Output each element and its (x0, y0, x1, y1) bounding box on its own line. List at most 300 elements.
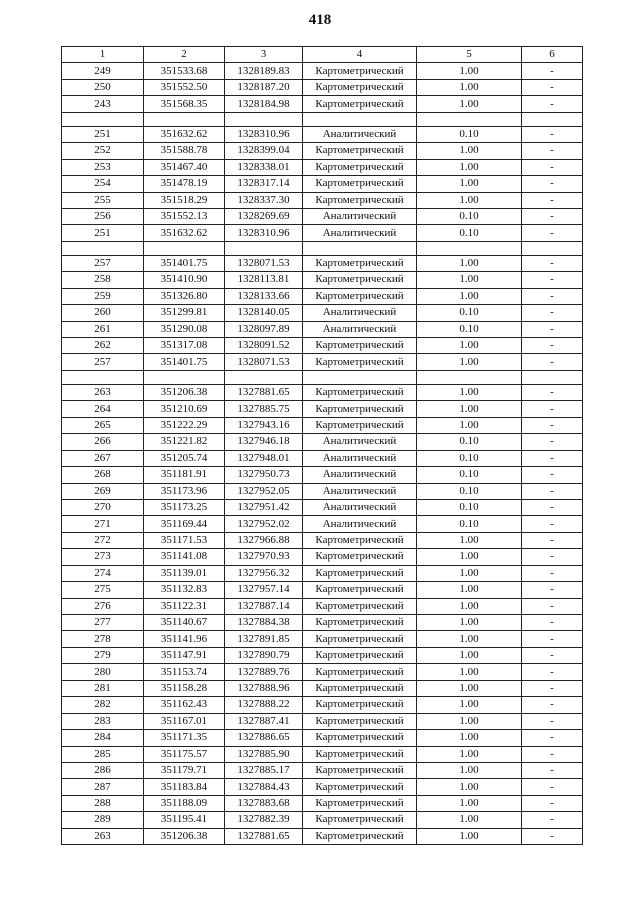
table-cell: Картометрический (303, 79, 417, 95)
table-cell: 278 (62, 631, 144, 647)
table-cell: 282 (62, 697, 144, 713)
table-header-row (62, 47, 583, 63)
column-header: 6 (522, 47, 583, 63)
table-cell: 351183.84 (144, 779, 225, 795)
table-cell: 0.10 (417, 321, 522, 337)
table-cell: 1328310.96 (225, 126, 303, 142)
table-cell: 1327888.96 (225, 680, 303, 696)
table-cell: - (522, 730, 583, 746)
table-row (62, 354, 583, 370)
table-cell: 261 (62, 321, 144, 337)
table-cell: 351552.13 (144, 208, 225, 224)
table-cell: 351401.75 (144, 354, 225, 370)
table-cell: 1.00 (417, 272, 522, 288)
table-cell: - (522, 143, 583, 159)
table-cell: 1.00 (417, 79, 522, 95)
table-cell: 351533.68 (144, 63, 225, 79)
table-cell: Картометрический (303, 582, 417, 598)
table-cell (144, 241, 225, 255)
table-cell: Картометрический (303, 401, 417, 417)
table-cell: 263 (62, 384, 144, 400)
table-cell: - (522, 812, 583, 828)
table-cell: - (522, 516, 583, 532)
table-cell: - (522, 647, 583, 663)
table-cell: 262 (62, 338, 144, 354)
table-cell: 264 (62, 401, 144, 417)
table-cell: 1328337.30 (225, 192, 303, 208)
table-cell: - (522, 467, 583, 483)
table-cell: 1328269.69 (225, 208, 303, 224)
table-cell: 265 (62, 417, 144, 433)
table-cell: 351568.35 (144, 96, 225, 112)
coordinates-table (61, 46, 583, 845)
table-cell: Картометрический (303, 96, 417, 112)
table-cell: 1.00 (417, 549, 522, 565)
table-cell: 286 (62, 762, 144, 778)
table-cell: - (522, 499, 583, 515)
table-cell: - (522, 795, 583, 811)
table-row (62, 697, 583, 713)
table-cell: - (522, 450, 583, 466)
table-cell (144, 370, 225, 384)
table-cell: 1327881.65 (225, 828, 303, 844)
table-cell: 1.00 (417, 680, 522, 696)
table-cell: Аналитический (303, 321, 417, 337)
table-row (62, 401, 583, 417)
table-cell: 351588.78 (144, 143, 225, 159)
table-cell: 1328317.14 (225, 176, 303, 192)
table-cell: - (522, 598, 583, 614)
table-cell: 1327951.42 (225, 499, 303, 515)
table-cell: 1327881.65 (225, 384, 303, 400)
table-cell: - (522, 697, 583, 713)
table-row (62, 779, 583, 795)
table-row (62, 812, 583, 828)
table-cell: - (522, 582, 583, 598)
table-cell: Картометрический (303, 664, 417, 680)
table-cell: - (522, 321, 583, 337)
table-cell: - (522, 208, 583, 224)
table-cell: 1.00 (417, 384, 522, 400)
table-cell: 1.00 (417, 176, 522, 192)
table-cell (62, 241, 144, 255)
column-header: 5 (417, 47, 522, 63)
table-cell: Картометрический (303, 795, 417, 811)
table-cell: Картометрический (303, 730, 417, 746)
table-cell: - (522, 255, 583, 271)
table-cell: 269 (62, 483, 144, 499)
table-row (62, 598, 583, 614)
table-row (62, 321, 583, 337)
table-cell: 272 (62, 532, 144, 548)
table-cell: 266 (62, 434, 144, 450)
table-row (62, 417, 583, 433)
table-cell: 1327952.02 (225, 516, 303, 532)
table-row (62, 762, 583, 778)
table-cell: 1328187.20 (225, 79, 303, 95)
table-cell (62, 370, 144, 384)
table-cell: 351167.01 (144, 713, 225, 729)
table-cell: 1327891.85 (225, 631, 303, 647)
table-cell: 1328140.05 (225, 305, 303, 321)
table-cell (144, 112, 225, 126)
table-cell: - (522, 713, 583, 729)
table-cell: 1.00 (417, 762, 522, 778)
table-cell: 277 (62, 615, 144, 631)
table-cell (417, 112, 522, 126)
table-cell: 351181.91 (144, 467, 225, 483)
table-cell: 280 (62, 664, 144, 680)
table-cell: Картометрический (303, 565, 417, 581)
table-cell: 1.00 (417, 647, 522, 663)
table-cell: 1328071.53 (225, 354, 303, 370)
table-cell: 351299.81 (144, 305, 225, 321)
table-row (62, 208, 583, 224)
table-row (62, 730, 583, 746)
page-number: 418 (308, 12, 332, 28)
table-cell: Картометрический (303, 812, 417, 828)
table-cell: 276 (62, 598, 144, 614)
table-cell: 351141.08 (144, 549, 225, 565)
table-cell: 257 (62, 255, 144, 271)
table-cell: 252 (62, 143, 144, 159)
table-row (62, 143, 583, 159)
table-cell: 0.10 (417, 434, 522, 450)
table-cell (303, 112, 417, 126)
table-separator-row (62, 370, 583, 384)
table-cell: 1328071.53 (225, 255, 303, 271)
table-row (62, 499, 583, 515)
table-cell: 0.10 (417, 450, 522, 466)
table-row (62, 288, 583, 304)
table-cell: Картометрический (303, 631, 417, 647)
table-cell: 0.10 (417, 305, 522, 321)
table-cell: 289 (62, 812, 144, 828)
table-cell: 1328097.89 (225, 321, 303, 337)
table-cell: Картометрический (303, 647, 417, 663)
table-cell (225, 112, 303, 126)
table-cell: - (522, 176, 583, 192)
table-cell: - (522, 828, 583, 844)
table-separator-row (62, 112, 583, 126)
table-cell: 1.00 (417, 746, 522, 762)
table-cell: Картометрический (303, 532, 417, 548)
table-cell: 0.10 (417, 208, 522, 224)
table-cell: Картометрический (303, 598, 417, 614)
table-cell: 351290.08 (144, 321, 225, 337)
table-cell: 1327885.90 (225, 746, 303, 762)
table-cell: 351140.67 (144, 615, 225, 631)
table-cell: - (522, 63, 583, 79)
table-cell: 351147.91 (144, 647, 225, 663)
table-cell: Аналитический (303, 516, 417, 532)
table-cell: 275 (62, 582, 144, 598)
table-cell: 351173.96 (144, 483, 225, 499)
table-cell (522, 112, 583, 126)
table-cell (225, 370, 303, 384)
table-cell: Аналитический (303, 434, 417, 450)
table-cell: - (522, 126, 583, 142)
table-cell: 351153.74 (144, 664, 225, 680)
table-cell: Аналитический (303, 499, 417, 515)
table-cell: 258 (62, 272, 144, 288)
table-cell: Картометрический (303, 159, 417, 175)
table-cell: Аналитический (303, 467, 417, 483)
table-cell: 267 (62, 450, 144, 466)
table-row (62, 795, 583, 811)
table-row (62, 582, 583, 598)
table-cell (303, 370, 417, 384)
table-cell: 1.00 (417, 417, 522, 433)
table-cell: 251 (62, 225, 144, 241)
table-cell: 1327883.68 (225, 795, 303, 811)
table-cell: 1.00 (417, 159, 522, 175)
table-cell: 257 (62, 354, 144, 370)
table-cell: Картометрический (303, 746, 417, 762)
column-header: 3 (225, 47, 303, 63)
table-cell: Картометрический (303, 680, 417, 696)
table-cell: - (522, 417, 583, 433)
table-cell: 351478.19 (144, 176, 225, 192)
table-cell: Картометрический (303, 417, 417, 433)
table-cell: 1.00 (417, 697, 522, 713)
table-cell: 1327956.32 (225, 565, 303, 581)
table-cell: 1.00 (417, 288, 522, 304)
table-cell: 351139.01 (144, 565, 225, 581)
table-row (62, 713, 583, 729)
table-cell: 1327952.05 (225, 483, 303, 499)
table-cell: - (522, 305, 583, 321)
table-cell: - (522, 159, 583, 175)
table-cell: - (522, 434, 583, 450)
table-cell (417, 370, 522, 384)
table-cell: 1328189.83 (225, 63, 303, 79)
table-cell: 351326.80 (144, 288, 225, 304)
table-cell: 1327889.76 (225, 664, 303, 680)
table-row (62, 664, 583, 680)
table-cell: Аналитический (303, 208, 417, 224)
table-cell: 351141.96 (144, 631, 225, 647)
table-cell: - (522, 354, 583, 370)
table-cell: Аналитический (303, 126, 417, 142)
table-cell: - (522, 79, 583, 95)
table-cell: 1327886.65 (225, 730, 303, 746)
table-cell: 351206.38 (144, 828, 225, 844)
table-cell: Аналитический (303, 225, 417, 241)
table-cell: 351162.43 (144, 697, 225, 713)
table-cell: Картометрический (303, 828, 417, 844)
table-cell: 249 (62, 63, 144, 79)
table-cell (303, 241, 417, 255)
table-cell: - (522, 192, 583, 208)
table-cell: Картометрический (303, 338, 417, 354)
table-cell: - (522, 779, 583, 795)
column-header: 4 (303, 47, 417, 63)
table-cell: 1.00 (417, 338, 522, 354)
table-cell: Картометрический (303, 384, 417, 400)
table-row (62, 434, 583, 450)
table-cell: 351175.57 (144, 746, 225, 762)
table-cell: 285 (62, 746, 144, 762)
table-cell: 1328338.01 (225, 159, 303, 175)
table-cell: 1327885.17 (225, 762, 303, 778)
table-cell: 1.00 (417, 143, 522, 159)
table-cell: - (522, 96, 583, 112)
table-cell: Картометрический (303, 713, 417, 729)
table-cell: 351632.62 (144, 225, 225, 241)
table-cell: 351221.82 (144, 434, 225, 450)
table-cell: 1.00 (417, 828, 522, 844)
table-cell: Картометрический (303, 176, 417, 192)
table-cell: 0.10 (417, 467, 522, 483)
table-row (62, 549, 583, 565)
table-cell: - (522, 384, 583, 400)
table-row (62, 828, 583, 844)
table-cell: 351410.90 (144, 272, 225, 288)
table-cell: Аналитический (303, 483, 417, 499)
table-cell: 251 (62, 126, 144, 142)
table-cell: 351169.44 (144, 516, 225, 532)
table-row (62, 450, 583, 466)
table-cell: 1.00 (417, 401, 522, 417)
table-cell: - (522, 483, 583, 499)
table-cell: 1.00 (417, 664, 522, 680)
table-cell: 1.00 (417, 532, 522, 548)
column-header: 1 (62, 47, 144, 63)
table-cell: 1327887.41 (225, 713, 303, 729)
table-cell: Картометрический (303, 272, 417, 288)
table-cell: 1327957.14 (225, 582, 303, 598)
table-cell (417, 241, 522, 255)
table-cell: 279 (62, 647, 144, 663)
table-cell: 1327966.88 (225, 532, 303, 548)
table-cell: 1.00 (417, 631, 522, 647)
table-cell: - (522, 664, 583, 680)
table-cell: 351188.09 (144, 795, 225, 811)
table-cell: - (522, 225, 583, 241)
table-row (62, 631, 583, 647)
table-cell: - (522, 549, 583, 565)
table-row (62, 467, 583, 483)
table-cell: 1.00 (417, 812, 522, 828)
table-cell: 0.10 (417, 483, 522, 499)
table-cell: Картометрический (303, 354, 417, 370)
table-cell: 351401.75 (144, 255, 225, 271)
table-cell: 351206.38 (144, 384, 225, 400)
table-cell: 351222.29 (144, 417, 225, 433)
table-cell: 1328091.52 (225, 338, 303, 354)
table-cell: - (522, 401, 583, 417)
table-cell: 351122.31 (144, 598, 225, 614)
column-header: 2 (144, 47, 225, 63)
table-cell: - (522, 615, 583, 631)
table-cell: 1.00 (417, 354, 522, 370)
table-cell: 351317.08 (144, 338, 225, 354)
table-row (62, 680, 583, 696)
table-cell: 1327948.01 (225, 450, 303, 466)
table-cell: 1.00 (417, 713, 522, 729)
table-cell: 351173.25 (144, 499, 225, 515)
table-cell: 351132.83 (144, 582, 225, 598)
table-cell: 351210.69 (144, 401, 225, 417)
table-cell: 351179.71 (144, 762, 225, 778)
table-separator-row (62, 241, 583, 255)
table-cell: 288 (62, 795, 144, 811)
table-cell: 1.00 (417, 730, 522, 746)
table-row (62, 126, 583, 142)
table-cell: - (522, 288, 583, 304)
table-row (62, 483, 583, 499)
table-row (62, 647, 583, 663)
table-cell: 1.00 (417, 565, 522, 581)
table-cell: 271 (62, 516, 144, 532)
table-cell: 1.00 (417, 779, 522, 795)
table-row (62, 746, 583, 762)
table-row (62, 192, 583, 208)
table-cell: - (522, 746, 583, 762)
table-cell: - (522, 532, 583, 548)
table-cell: 351171.53 (144, 532, 225, 548)
table-cell: 283 (62, 713, 144, 729)
table-cell: 1328399.04 (225, 143, 303, 159)
table-cell: Картометрический (303, 779, 417, 795)
table-row (62, 79, 583, 95)
table-cell: 1.00 (417, 63, 522, 79)
table-cell: Картометрический (303, 288, 417, 304)
table-row (62, 338, 583, 354)
table-cell: 0.10 (417, 499, 522, 515)
table-cell: 253 (62, 159, 144, 175)
table-cell: 284 (62, 730, 144, 746)
table-cell: - (522, 631, 583, 647)
table-cell: Аналитический (303, 450, 417, 466)
table-cell: Картометрический (303, 549, 417, 565)
table-cell: 1327882.39 (225, 812, 303, 828)
table-cell: - (522, 762, 583, 778)
table-cell: 1327946.18 (225, 434, 303, 450)
table-cell: - (522, 565, 583, 581)
table-cell: 351467.40 (144, 159, 225, 175)
table-cell: 268 (62, 467, 144, 483)
table-cell: 351171.35 (144, 730, 225, 746)
table-cell: 1327950.73 (225, 467, 303, 483)
table-cell: 351158.28 (144, 680, 225, 696)
table-cell: 273 (62, 549, 144, 565)
table-cell: 1327884.38 (225, 615, 303, 631)
table-cell: Картометрический (303, 255, 417, 271)
table-cell: 1.00 (417, 192, 522, 208)
table-cell: 1327888.22 (225, 697, 303, 713)
table-row (62, 565, 583, 581)
table-cell (62, 112, 144, 126)
table-cell: - (522, 338, 583, 354)
table-row (62, 615, 583, 631)
table-cell: 250 (62, 79, 144, 95)
table-cell: 260 (62, 305, 144, 321)
table-row (62, 305, 583, 321)
table-cell: 1328310.96 (225, 225, 303, 241)
table-cell: 351195.41 (144, 812, 225, 828)
table-cell (225, 241, 303, 255)
table-cell: 1327884.43 (225, 779, 303, 795)
table-cell: Картометрический (303, 615, 417, 631)
table-cell: 256 (62, 208, 144, 224)
table-cell: 255 (62, 192, 144, 208)
table-cell: Картометрический (303, 192, 417, 208)
table-row (62, 225, 583, 241)
table-cell: 1.00 (417, 96, 522, 112)
table-cell: Аналитический (303, 305, 417, 321)
